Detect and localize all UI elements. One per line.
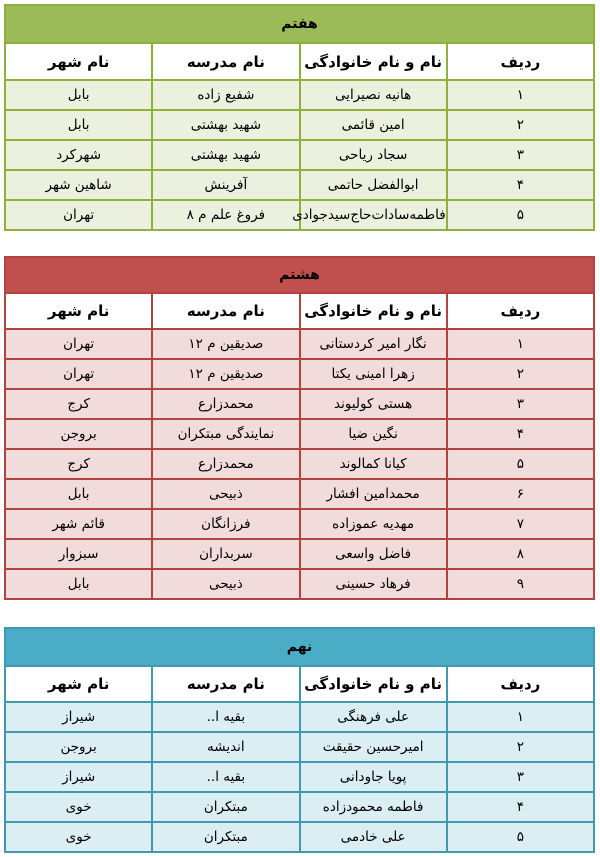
city-cell: تهران [5,200,152,230]
school-cell: صدیقین م ۱۲ [152,359,299,389]
city-cell: خوی [5,792,152,822]
city-cell: قائم شهر [5,509,152,539]
city-cell: شهرکرد [5,140,152,170]
city-cell: بابل [5,569,152,599]
city-cell: کرج [5,389,152,419]
grade-7-title: هفتم [5,5,594,43]
full-name-cell: زهرا امینی یکتا [300,359,447,389]
row-number-cell: ۴ [447,419,594,449]
full-name-cell: محمدامین افشار [300,479,447,509]
grade-7-table [4,4,595,231]
table-row [5,539,594,569]
header-city: نام شهر [5,293,152,329]
table-row [5,200,594,230]
header-school: نام مدرسه [152,43,299,80]
row-number-cell: ۵ [447,822,594,852]
grade-8-title: هشتم [5,257,594,293]
city-cell: کرج [5,449,152,479]
row-number-cell: ۶ [447,479,594,509]
table-row [5,822,594,852]
row-number-cell: ۸ [447,539,594,569]
row-number-cell: ۳ [447,140,594,170]
full-name-cell: امین قائمی [300,110,447,140]
header-row-number: ردیف [447,43,594,80]
row-number-cell: ۷ [447,509,594,539]
school-cell: شهید بهشتی [152,140,299,170]
city-cell: شیراز [5,762,152,792]
table-row [5,732,594,762]
full-name-cell: علی فرهنگی [300,702,447,732]
row-number-cell: ۲ [447,110,594,140]
full-name-cell: نگین ضیا [300,419,447,449]
full-name-cell: کیانا کمالوند [300,449,447,479]
full-name-cell: امیرحسین حقیقت [300,732,447,762]
table-row [5,140,594,170]
school-cell: سربداران [152,539,299,569]
full-name-cell: پویا جاودانی [300,762,447,792]
table-row [5,702,594,732]
school-cell: نمایندگی مبتکران [152,419,299,449]
header-school: نام مدرسه [152,293,299,329]
full-name-cell: علی خادمی [300,822,447,852]
row-number-cell: ۵ [447,200,594,230]
table-row [5,389,594,419]
table-row [5,359,594,389]
full-name-cell: فرهاد حسینی [300,569,447,599]
school-cell: محمدزارع [152,389,299,419]
school-cell: ذبیحی [152,569,299,599]
row-number-cell: ۱ [447,702,594,732]
school-cell: شفیع زاده [152,80,299,110]
city-cell: شیراز [5,702,152,732]
grade-9-title: نهم [5,628,594,666]
row-number-cell: ۹ [447,569,594,599]
grade-7-table-section [4,4,595,231]
row-number-cell: ۱ [447,80,594,110]
full-name-cell: فاطمه‌سادات‌حاج‌سیدجوادی [300,200,447,230]
city-cell: سبزوار [5,539,152,569]
full-name-cell: هانیه نصیرایی [300,80,447,110]
table-row [5,80,594,110]
full-name-cell: فاضل واسعی [300,539,447,569]
row-number-cell: ۱ [447,329,594,359]
row-number-cell: ۳ [447,389,594,419]
city-cell: بابل [5,110,152,140]
grade-9-table [4,627,595,853]
school-cell: شهید بهشتی [152,110,299,140]
table-row [5,569,594,599]
school-cell: فرزانگان [152,509,299,539]
full-name-cell: فاطمه محمودزاده [300,792,447,822]
header-full-name: نام و نام خانوادگی [300,666,447,702]
header-school: نام مدرسه [152,666,299,702]
grade-9-table-section [4,627,595,853]
grade-8-table [4,256,595,600]
school-cell: فروغ علم م ۸ [152,200,299,230]
full-name-cell: هستی کولیوند [300,389,447,419]
school-cell: مبتکران [152,792,299,822]
table-row [5,792,594,822]
row-number-cell: ۵ [447,449,594,479]
city-cell: بابل [5,80,152,110]
school-cell: صدیقین م ۱۲ [152,329,299,359]
city-cell: شاهین شهر [5,170,152,200]
row-number-cell: ۲ [447,359,594,389]
school-cell: آفرینش [152,170,299,200]
city-cell: تهران [5,329,152,359]
school-cell: ذبیحی [152,479,299,509]
city-cell: بابل [5,479,152,509]
table-row [5,170,594,200]
table-row [5,762,594,792]
city-cell: تهران [5,359,152,389]
full-name-cell: ابوالفضل حاتمی [300,170,447,200]
school-cell: بقیه ا.. [152,762,299,792]
table-row [5,509,594,539]
header-full-name: نام و نام خانوادگی [300,43,447,80]
header-city: نام شهر [5,666,152,702]
city-cell: بروجن [5,419,152,449]
row-number-cell: ۲ [447,732,594,762]
school-cell: مبتکران [152,822,299,852]
row-number-cell: ۴ [447,792,594,822]
city-cell: خوی [5,822,152,852]
table-row [5,329,594,359]
full-name-cell: سجاد ریاحی [300,140,447,170]
row-number-cell: ۴ [447,170,594,200]
header-city: نام شهر [5,43,152,80]
school-cell: بقیه ا.. [152,702,299,732]
row-number-cell: ۳ [447,762,594,792]
header-full-name: نام و نام خانوادگی [300,293,447,329]
full-name-cell: مهدیه عموزاده [300,509,447,539]
full-name-cell: نگار امیر کردستانی [300,329,447,359]
table-row [5,419,594,449]
header-row-number: ردیف [447,293,594,329]
city-cell: بروجن [5,732,152,762]
table-row [5,449,594,479]
school-cell: اندیشه [152,732,299,762]
grade-8-table-section [4,256,595,600]
header-row-number: ردیف [447,666,594,702]
table-row [5,479,594,509]
table-row [5,110,594,140]
school-cell: محمدزارع [152,449,299,479]
